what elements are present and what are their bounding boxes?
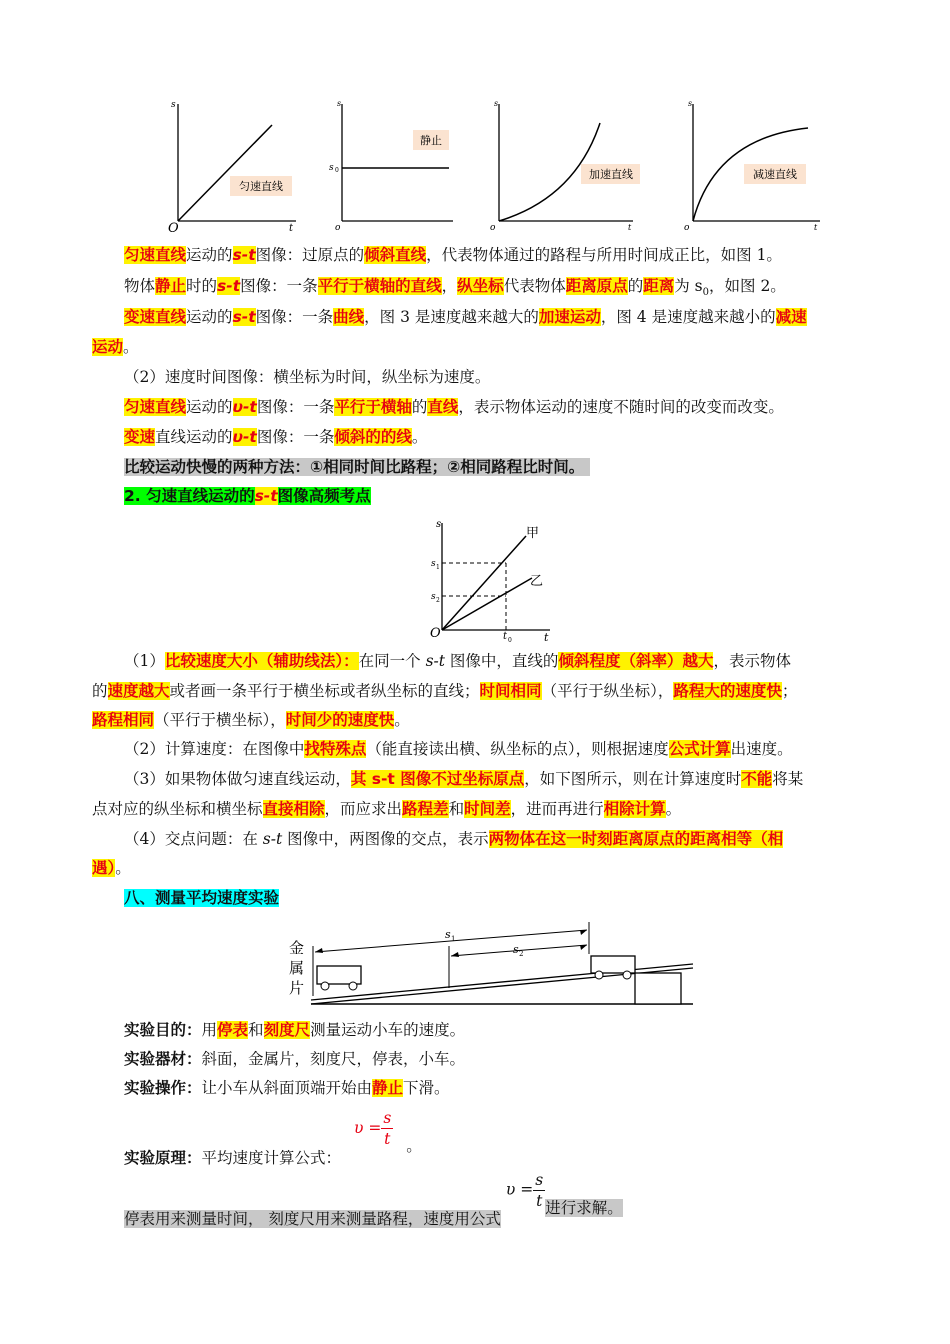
origin-label: O [168,221,179,233]
exp-summary: 停表用来测量时间， 刻度尺用来测量路程，速度用公式 υ = $\frac{s}{t}$ 进行求解。 [124,1171,623,1228]
para-uniform-st: 匀速直线运动的s-t图像：过原点的倾斜直线，代表物体通过的路程与所用时间成正比，如图 1。 [124,246,782,264]
incline-experiment-figure [283,918,703,1010]
st-graphs-row [160,98,860,238]
tip-1: （1）比较速度大小（辅助线法）：在同一个 s-t 图像中，直线的倾斜程度（斜率）越大，表示物体 [124,652,791,670]
graph-uniform [168,98,303,233]
tip-2: （2）计算速度：在图像中找特殊点（能直接读出横、纵坐标的点），则根据速度公式计算出速度。 [124,740,793,758]
exp-purpose: 实验目的：用停表和刻度尺测量运动小车的速度。 [124,1021,466,1039]
svg-text:s: s [513,943,519,956]
svg-text:t: t [503,631,508,642]
cart-bottom [317,966,361,990]
svg-text:o: o [684,223,690,233]
graph-jia-yi [422,515,557,645]
para-uniform-vt: 匀速直线运动的υ-t图像：一条平行于横轴的直线，表示物体运动的速度不随时间的改变而改变。 [124,398,784,416]
svg-text:2: 2 [519,950,524,958]
graph-rest [325,98,460,233]
svg-text:s: s [431,559,436,569]
svg-text:t: t [544,631,549,644]
yi-label: 乙 [530,574,544,589]
svg-text:t: t [628,223,632,232]
tip-4: （4）交点问题：在 s-t 图像中，两图像的交点，表示两物体在这一时刻距离原点的距离相等（相 [124,830,784,848]
svg-text:o: o [335,223,341,233]
heading-8: 八、测量平均速度实验 [124,889,280,907]
s0-label: s [329,163,334,173]
jia-label: 甲 [526,526,540,541]
compare-methods: 比较运动快慢的两种方法：①相同时间比路程；②相同路程比时间。 [124,456,862,478]
svg-text:O: O [430,626,441,641]
svg-text:1: 1 [451,935,456,943]
svg-text:s: s [445,928,451,941]
svg-text:0: 0 [335,167,339,174]
para-variable-st: 变速直线运动的s-t图像：一条曲线，图 3 是速度越来越大的加速运动，图 4 是速度越来越小的减速 [124,308,807,326]
uniform-label: 匀速直线 [239,180,283,193]
tip-3: （3）如果物体做匀速直线运动，其 s-t 图像不过坐标原点，如下图所示，则在计算速度时不能将某 [124,770,804,788]
s-axis-label: s [171,100,176,110]
accelerate-label: 加速直线 [589,168,633,181]
metal-plate-label: 金属片 [289,939,305,997]
graph-accelerate [485,98,640,233]
t-axis-label: t [289,223,294,233]
svg-text:s: s [494,99,499,108]
heading-2: 2. 匀速直线运动的s-t图像高频考点 [124,487,371,505]
para-vt-intro: （2）速度时间图像：横坐标为时间，纵坐标为速度。 [124,368,491,386]
svg-text:s: s [431,592,436,602]
para-variable-vt: 变速直线运动的υ-t图像：一条倾斜的的线。 [124,428,428,446]
svg-text:t: t [814,223,818,232]
rest-label: 静止 [420,134,442,147]
svg-text:s: s [688,99,693,108]
graph-decelerate [680,98,830,233]
svg-text:s: s [436,519,442,530]
svg-text:1: 1 [436,564,440,571]
svg-text:o: o [490,223,496,233]
svg-text:0: 0 [508,637,512,644]
exp-principle: 实验原理：平均速度计算公式： υ = $\frac{s}{t}$ 。 [124,1109,422,1167]
svg-text:s: s [337,99,342,108]
para-rest-st: 物体静止时的s-t图像：一条平行于横轴的直线，纵坐标代表物体距离原点的距离为 $s_0$，如图 2。 [124,277,786,299]
svg-text:2: 2 [436,597,440,604]
exp-equipment: 实验器材：斜面，金属片，刻度尺，停表，小车。 [124,1050,466,1068]
exp-operation: 实验操作：让小车从斜面顶端开始由静止下滑。 [124,1079,450,1097]
decelerate-label: 减速直线 [753,168,797,181]
